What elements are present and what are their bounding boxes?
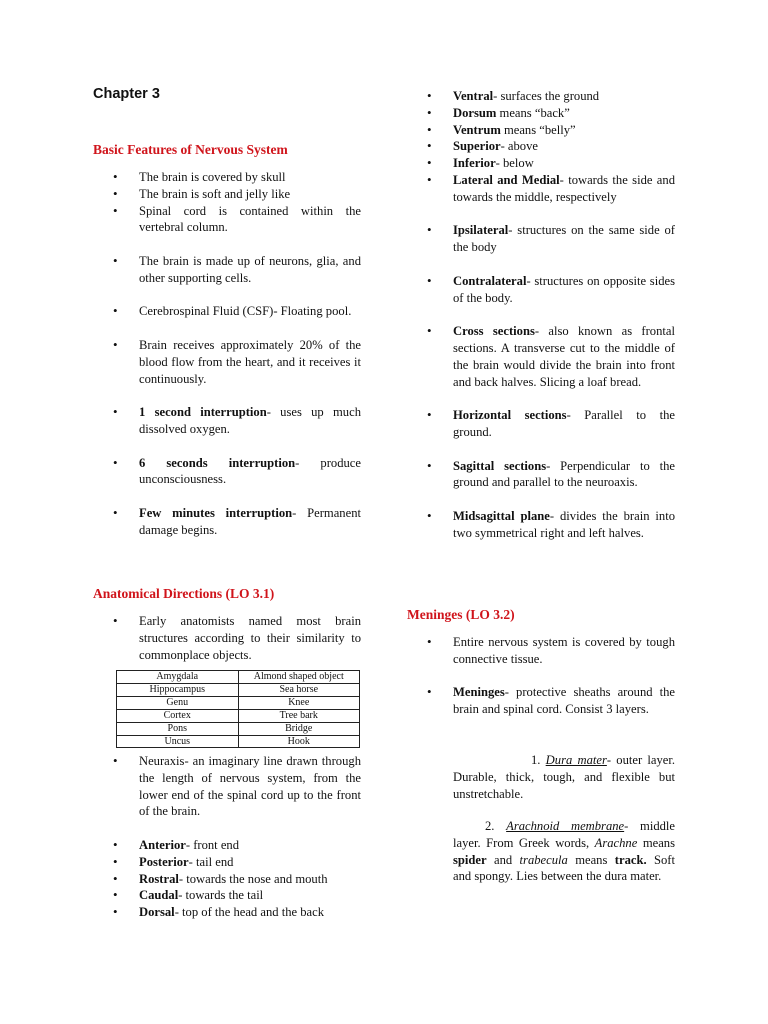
list-item: • Few minutes interruption- Permanent damage begins. (93, 505, 361, 539)
direction-terms-list (93, 837, 361, 921)
list-item: • Superior- above (407, 138, 675, 155)
list-item: • Posterior- tail end (93, 854, 361, 871)
neuraxis-list (93, 753, 361, 820)
structure-names-table (116, 670, 360, 748)
list-item: • Ipsilateral- structures on the same side of the body (407, 222, 675, 256)
meninges-list (407, 634, 675, 718)
table-row: Amygdala Almond shaped object (117, 671, 360, 684)
list-item: • Brain receives approximately 20% of the blood flow from the heart, and it receives it continuously. (93, 337, 361, 387)
list-item: • Neuraxis- an imaginary line drawn through the length of nervous system, from the lower end of the spinal cord up to the front of the brain. (93, 753, 361, 820)
list-item: • Meninges- protective sheaths around the brain and spinal cord. Consist 3 layers. (407, 684, 675, 718)
list-item: • Caudal- towards the tail (93, 887, 361, 904)
list-item: • Horizontal sections- Parallel to the ground. (407, 407, 675, 441)
list-item: • Early anatomists named most brain structures according to their similarity to commonplace objects. (93, 613, 361, 663)
table-row: Cortex Tree bark (117, 709, 360, 722)
basic-features-list (93, 169, 361, 539)
list-item: • Entire nervous system is covered by tough connective tissue. (407, 634, 675, 668)
list-item: • Lateral and Medial- towards the side and towards the middle, respectively (407, 172, 675, 206)
chapter-title: Chapter 3 (93, 86, 160, 102)
list-item: • Spinal cord is contained within the vertebral column. (93, 203, 361, 237)
anatomical-intro-list (93, 613, 361, 663)
heading-basic-features: Basic Features of Nervous System (93, 142, 288, 157)
heading-anatomical-directions: Anatomical Directions (LO 3.1) (93, 586, 275, 601)
layer-dura-mater: 1. Dura mater- outer layer. Durable, thick, tough, and flexible but unstretchable. (453, 753, 675, 801)
layer-arachnoid-membrane: 2. Arachnoid membrane- middle layer. From Greek words, Arachne means spider and trabecula means track. Soft and spongy. Lies between the dura mater. (453, 819, 676, 884)
list-item: • Contralateral- structures on opposite sides of the body. (407, 273, 675, 307)
table-row: Pons Bridge (117, 722, 360, 735)
list-item: • The brain is soft and jelly like (93, 186, 361, 203)
table-row: Genu Knee (117, 696, 360, 709)
list-item: • Dorsal- top of the head and the back (93, 904, 361, 921)
list-item: • Ventrum means “belly” (407, 122, 675, 139)
list-item: • Cross sections- also known as frontal sections. A transverse cut to the middle of the brain would divide the brain into front and back halves. Slicing a loaf bread. (407, 323, 675, 390)
list-item: • 6 seconds interruption- produce unconsciousness. (93, 455, 361, 489)
heading-meninges: Meninges (LO 3.2) (407, 607, 515, 622)
list-item: • The brain is made up of neurons, glia, and other supporting cells. (93, 253, 361, 287)
list-item: • Rostral- towards the nose and mouth (93, 871, 361, 888)
list-item: • The brain is covered by skull (93, 169, 361, 186)
list-item: • Anterior- front end (93, 837, 361, 854)
list-item: • Midsagittal plane- divides the brain into two symmetrical right and left halves. (407, 508, 675, 542)
list-item: • 1 second interruption- uses up much dissolved oxygen. (93, 404, 361, 438)
list-item: • Ventral- surfaces the ground (407, 88, 675, 105)
list-item: • Cerebrospinal Fluid (CSF)- Floating pool. (93, 303, 361, 320)
list-item: • Sagittal sections- Perpendicular to the ground and parallel to the neuroaxis. (407, 458, 675, 492)
list-item: • Inferior- below (407, 155, 675, 172)
table-row: Uncus Hook (117, 735, 360, 748)
right-terms-list (407, 88, 675, 542)
list-item: • Dorsum means “back” (407, 105, 675, 122)
table-row: Hippocampus Sea horse (117, 683, 360, 696)
